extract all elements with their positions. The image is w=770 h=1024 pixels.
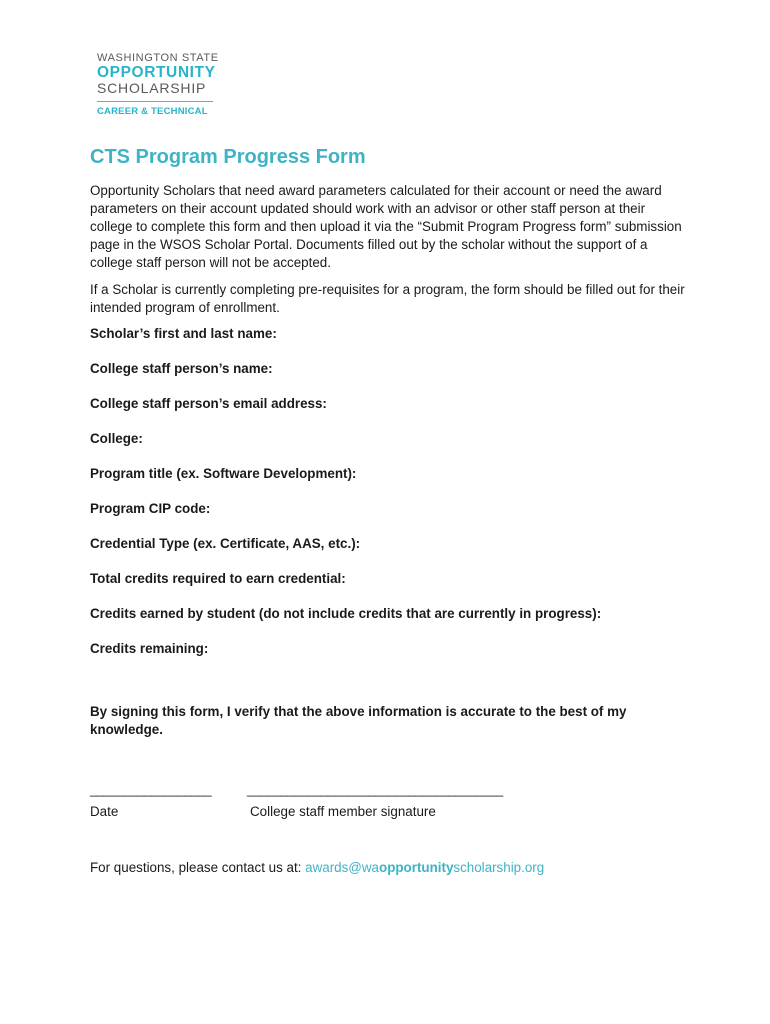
field-credential-type: Credential Type (ex. Certificate, AAS, etc.): — [90, 536, 361, 551]
date-label: Date — [90, 804, 119, 819]
staff-signature-line: ______________________________________ — [247, 782, 503, 797]
field-staff-email: College staff person’s email address: — [90, 396, 327, 411]
logo-opportunity: OPPORTUNITY — [97, 64, 216, 81]
form-fields — [90, 325, 601, 675]
staff-signature-label: College staff member signature — [250, 804, 436, 819]
intro-paragraph: Opportunity Scholars that need award parameters calculated for their account or need the award parameters on their account updated should work with an advisor or other staff person at their college to complete this form and then upload it via the “Submit Program Progress form” submission page in the WSOS Scholar Portal. Documents filled out by the scholar without the support of a college staff person will not be accepted. — [90, 183, 682, 270]
wsos-logo — [97, 52, 219, 118]
date-signature-line: __________________ — [90, 782, 212, 797]
prerequisite-paragraph: If a Scholar is currently completing pre-requisites for a program, the form should be filled out for their intended program of enrollment. — [90, 282, 685, 315]
logo-career-technical: CAREER & TECHNICAL — [97, 106, 208, 117]
email-part-2: opportunity — [379, 860, 454, 875]
field-cip-code: Program CIP code: — [90, 501, 211, 516]
field-credits-remaining: Credits remaining: — [90, 641, 209, 656]
field-college: College: — [90, 431, 143, 446]
field-credits-earned: Credits earned by student (do not include credits that are currently in progress): — [90, 606, 602, 621]
contact-line — [90, 860, 544, 875]
logo-divider — [97, 101, 213, 102]
email-part-1: awards@wa — [305, 860, 380, 875]
logo-scholarship: SCHOLARSHIP — [97, 80, 207, 96]
contact-prefix: For questions, please contact us at: — [90, 860, 306, 875]
email-part-3: scholarship.org — [453, 860, 545, 875]
field-program-title: Program title (ex. Software Development): — [90, 466, 357, 481]
verification-statement: By signing this form, I verify that the above information is accurate to the best of my knowledge. — [90, 704, 627, 737]
logo-washington-state: WASHINGTON STATE — [97, 52, 219, 64]
field-total-credits: Total credits required to earn credential: — [90, 571, 346, 586]
field-scholar-name: Scholar’s first and last name: — [90, 326, 277, 341]
form-title: CTS Program Progress Form — [90, 146, 366, 168]
field-staff-name: College staff person’s name: — [90, 361, 273, 376]
contact-email-link[interactable] — [305, 860, 544, 875]
